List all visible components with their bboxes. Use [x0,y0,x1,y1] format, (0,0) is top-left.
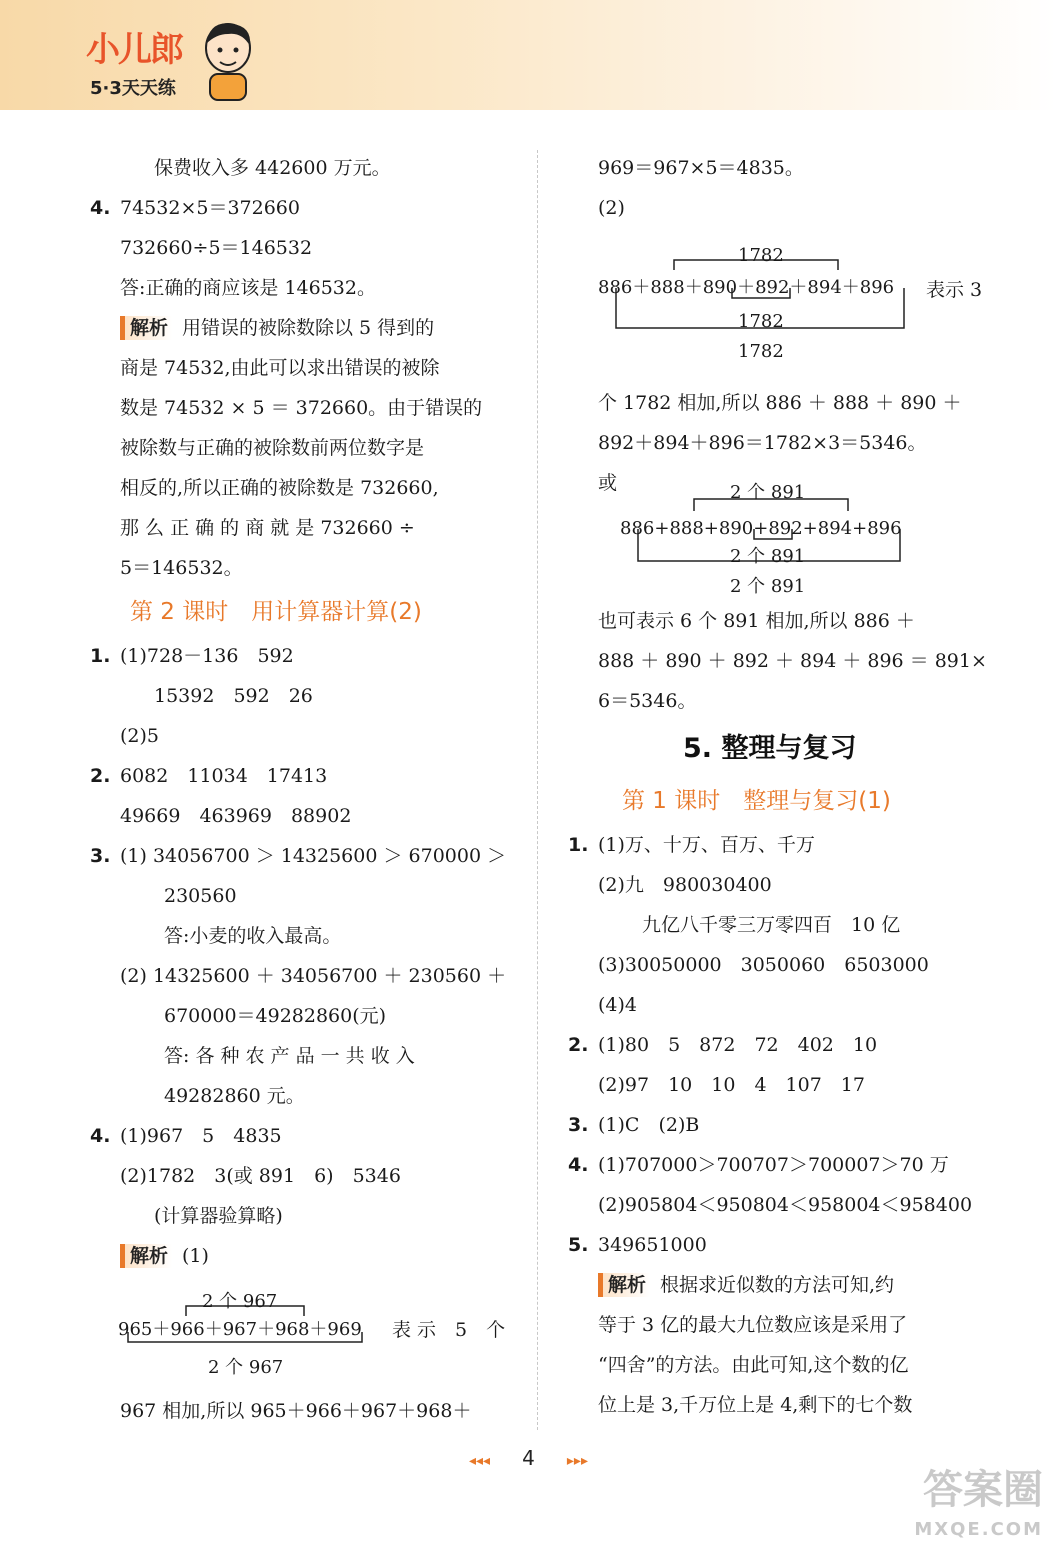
page-number: 4 [522,1446,535,1470]
text-line: 15392 592 26 [154,685,313,707]
text-line: 答:正确的商应该是 146532。 [120,277,376,299]
text-line: (2)5 [120,725,160,747]
text-line: (1)80 5 872 72 402 10 [598,1034,878,1056]
question-number: 3. [90,845,111,867]
watermark-text: 答案圈 [923,1467,1043,1513]
text-line: 根据求近似数的方法可知,约 [660,1274,895,1296]
page-footer [0,1446,1057,1476]
brace-label: 1782 [738,311,784,332]
text-line: 那 么 正 确 的 商 就 是 732660 ÷ [120,517,415,539]
text-line: 或 [598,472,618,494]
text-line: 888 ＋ 890 ＋ 892 ＋ 894 ＋ 896 ＝ 891× [598,650,987,672]
text-line: 349651000 [598,1234,707,1256]
text-line: (2)97 10 10 4 107 17 [598,1074,865,1096]
analysis-tag: 解析 [598,1273,650,1297]
lesson-title: 第 1 课时 整理与复习(1) [622,788,891,814]
left-column [90,148,515,1431]
lesson-title: 第 2 课时 用计算器计算(2) [130,599,422,625]
brace-label: 2 个 891 [730,546,806,567]
question-number: 1. [90,645,111,667]
text-line: 6082 11034 17413 [120,765,328,787]
question-number: 2. [90,765,111,787]
text-line: 保费收入多 442600 万元。 [154,157,391,179]
prev-arrows-icon: ◂◂◂ [468,1453,491,1469]
brace-label: 1782 [738,245,784,266]
column-divider [537,150,538,1430]
brace-label: 2 个 967 [208,1357,284,1378]
brace-side-text: 表 示 5 个 [392,1319,506,1341]
right-column [568,148,993,1425]
text-line: (1)C (2)B [598,1114,700,1136]
brace-side-text: 表示 3 [926,279,983,301]
text-line: 也可表示 6 个 891 相加,所以 886 ＋ [598,610,915,632]
question-number: 4. [90,197,111,219]
text-line: (1)967 5 4835 [120,1125,282,1147]
mascot-icon [198,18,258,104]
question-number: 3. [568,1114,589,1136]
text-line: (2) [598,197,625,219]
brace-label: 2 个 891 [730,482,806,503]
question-number: 4. [568,1154,589,1176]
text-line: 230560 [164,885,237,907]
text-line: (1) 34056700 ＞ 14325600 ＞ 670000 ＞ [120,845,507,867]
brace-label: 2 个 967 [202,1291,278,1312]
logo-subtitle: 5·3天天练 [90,78,176,99]
text-line: (2)九 980030400 [598,874,772,896]
brace-expression: 965＋966＋967＋968＋969 [118,1319,362,1340]
text-line: (1)707000＞700707＞700007＞70 万 [598,1154,949,1176]
text-line: (1) [182,1245,209,1267]
text-line: 49669 463969 88902 [120,805,352,827]
text-line: 答: 各 种 农 产 品 一 共 收 入 [164,1045,415,1067]
text-line: 被除数与正确的被除数前两位数字是 [120,437,425,459]
text-line: (4)4 [598,994,638,1016]
text-line: (计算器验算略) [154,1205,283,1227]
next-arrows-icon: ▸▸▸ [566,1453,588,1469]
text-line: 892＋894＋896＝1782×3＝5346。 [598,432,927,454]
watermark [914,1467,1043,1550]
text-line: 等于 3 亿的最大九位数应该是采用了 [598,1314,908,1336]
brand-logo [80,18,260,108]
question-number: 5. [568,1234,589,1256]
text-line: 74532×5＝372660 [120,197,300,219]
watermark-url: MXQE.COM [914,1519,1043,1540]
text-line: 商是 74532,由此可以求出错误的被除 [120,357,440,379]
text-line: (1)万、十万、百万、千万 [598,834,815,856]
question-number: 2. [568,1034,589,1056]
brace-diagram [118,1276,515,1391]
brace-label: 1782 [738,341,784,362]
brace-expression: 886＋888＋890＋892＋894＋896 [598,277,895,298]
logo-title: 小儿郎 [86,30,182,70]
unit-title: 5. 整理与复习 [683,733,857,764]
text-line: 用错误的被除数除以 5 得到的 [182,317,435,339]
text-line: 732660÷5＝146532 [120,237,313,259]
text-line: 相反的,所以正确的被除数是 732660, [120,477,439,499]
question-number: 4. [90,1125,111,1147]
text-line: (2)1782 3(或 891 6) 5346 [120,1165,401,1187]
text-line: (2)905804＜950804＜958004＜958400 [598,1194,973,1216]
text-line: 个 1782 相加,所以 886 ＋ 888 ＋ 890 ＋ [598,392,962,414]
text-line: 6＝5346。 [598,690,697,712]
text-line: 969＝967×5＝4835。 [598,157,804,179]
question-number: 1. [568,834,589,856]
brace-diagram [598,228,993,383]
text-line: 5＝146532。 [120,557,243,579]
text-line: (3)30050000 3050060 6503000 [598,954,929,976]
brace-label: 2 个 891 [730,576,806,597]
text-line: (2) 14325600 ＋ 34056700 ＋ 230560 ＋ [120,965,507,987]
text-line: “四舍”的方法。由此可知,这个数的亿 [598,1354,909,1376]
brace-expression: 886+888+890+892+894+896 [620,518,902,539]
text-line: 670000＝49282860(元) [164,1005,387,1027]
text-line: 答:小麦的收入最高。 [164,925,342,947]
text-line: (1)728－136 592 [120,645,294,667]
text-line: 967 相加,所以 965＋966＋967＋968＋ [120,1400,472,1422]
analysis-tag: 解析 [120,1244,172,1268]
text-line: 位上是 3,千万位上是 4,剩下的七个数 [598,1394,913,1416]
text-line: 数是 74532 × 5 ＝ 372660。由于错误的 [120,397,483,419]
analysis-tag: 解析 [120,316,172,340]
text-line: 九亿八千零三万零四百 10 亿 [642,914,901,936]
brace-diagram [620,471,993,601]
text-line: 49282860 元。 [164,1085,305,1107]
